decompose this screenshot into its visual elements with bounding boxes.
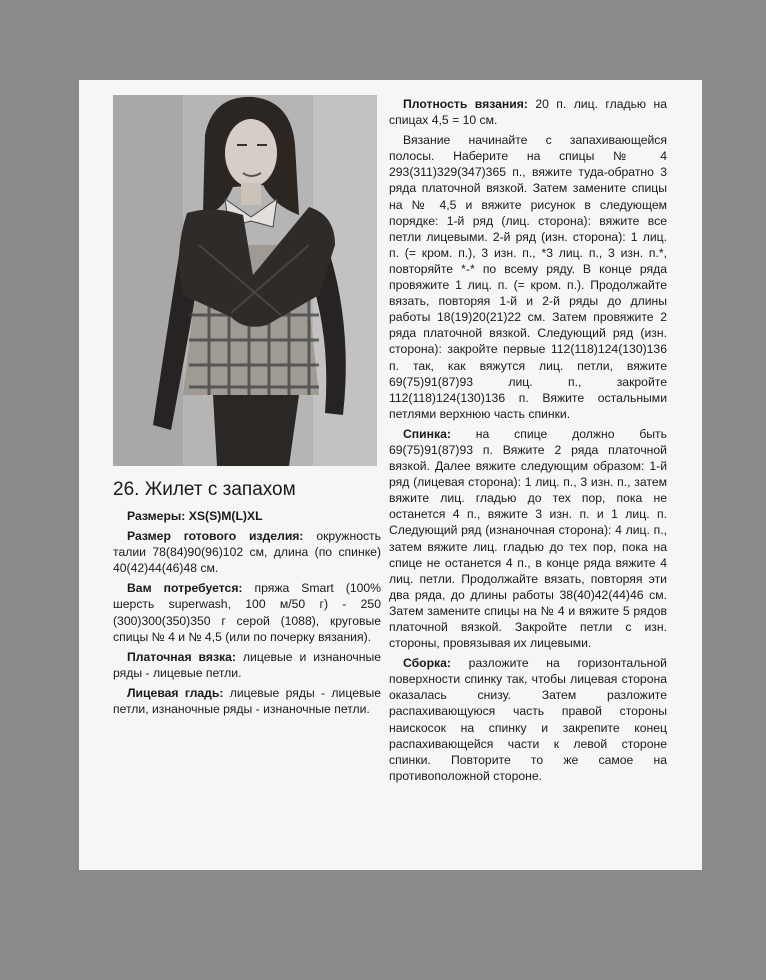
gauge-text: 20 п. лиц. гладью на спицах 4,5 = 10 см. <box>389 97 667 128</box>
left-column <box>113 478 381 721</box>
model-photo-illustration <box>113 95 377 466</box>
wrap-strip-paragraph: Вязание начинайте с запахивающейся полосы. Наберите на спицы № 4 293(311)329(347)365 п., вяжите туда-обратно 3 ряда платочной вязкой. Затем замените спицы на № 4,5 и вяжите рисунок в следующем порядке: 1-й ряд (лиц. сторона): вяжите все петли лицевыми. 2-й ряд (изн. сторона): 1 лиц. п. (= кром. п.), 3 изн. п., *3 лиц. п., 3 изн. п.*, повторяйте *-* по всему ряду. В конце ряда провяжите 1 лиц. п. (= кром. п.). Продолжайте вязать, повторяя 1-й и 2-й ряды до длины работы 18(19)20(21)22 см. Затем провяжите 2 ряда платочной вязкой. Следующий ряд (изн. сторона): закройте первые 112(118)124(130)136 п. так, как вяжутся лиц. петли, вяжите 69(75)91(87)93 лиц. п., закройте 112(118)124(130)136 п. Вяжите остальными петлями верхнюю часть спинки. <box>389 133 667 421</box>
finished-size-paragraph <box>113 528 381 576</box>
scanned-page <box>79 80 702 870</box>
assembly-paragraph <box>389 655 667 784</box>
materials-label: Вам потребуется: <box>127 581 243 596</box>
right-column <box>389 96 667 788</box>
materials-paragraph <box>113 580 381 644</box>
garter-stitch-text: лицевые и изнаночные ряды - лицевые петли. <box>113 649 381 680</box>
gauge-label: Плотность вязания: <box>403 97 528 111</box>
back-paragraph <box>389 426 667 651</box>
finished-size-label: Размер готового изделия: <box>127 529 304 544</box>
gauge-paragraph <box>389 96 667 128</box>
back-text: на спице должно быть 69(75)91(87)93 п. Вяжите 2 ряда платочной вязкой. Далее вяжите следующим образом: 1-й ряд (лицевая сторона): 1 лиц. п., 3 изн. п., затем вяжите лиц. гладью до тех пор, пока не останется 4 п., вяжите 3 изн. п. и 1 лиц. п. Следующий ряд (изнаночная сторона): 4 лиц. п., затем вяжите лиц. гладью до тех пор, пока на спице не останется 4 п., в конце ряда вяжите 4 лиц. петли. Продолжайте вязать, повторяя эти два ряда, до длины работы 38(40)42(44)46 см. Затем замените спицы на № 4 и вяжите 5 рядов платочной вязкой. Закройте петли с изн. стороны, провязывая их лицевыми. <box>389 426 667 651</box>
garter-stitch-paragraph <box>113 649 381 681</box>
model-photo <box>113 95 377 466</box>
garter-stitch-label: Платочная вязка: <box>127 649 236 664</box>
materials-text: пряжа Smart (100% шерсть superwash, 100 м/50 г) - 250 (300)300(350)350 г серой (1088), круговые спицы № 4 и № 4,5 (или по почерку вязания). <box>113 581 382 644</box>
assembly-label: Сборка: <box>403 656 451 671</box>
sizes-paragraph <box>113 508 381 524</box>
assembly-text: разложите на горизонтальной поверхности спинку так, чтобы лицевая сторона оказалась снизу. Затем разложите распахивающуюся часть правой стороны наискосок на спинку и закрепите конец распахивающейся части к левой стороне спинки. Повторите то же самое на противоположной стороне. <box>389 656 667 783</box>
back-label: Спинка: <box>403 426 451 441</box>
article-title: 26. Жилет с запахом <box>113 479 296 500</box>
stockinette-paragraph <box>113 685 381 717</box>
stockinette-text: лицевые ряды - лицевые петли, изнаночные ряды - изнаночные петли. <box>113 685 381 717</box>
sizes-label: Размеры: <box>127 509 186 523</box>
finished-size-text: окружность талии 78(84)90(96)102 см, длина (по спинке) 40(42)44(46)48 см. <box>113 529 381 576</box>
stockinette-label: Лицевая гладь: <box>127 685 224 700</box>
sizes-value: XS(S)M(L)XL <box>188 509 263 523</box>
